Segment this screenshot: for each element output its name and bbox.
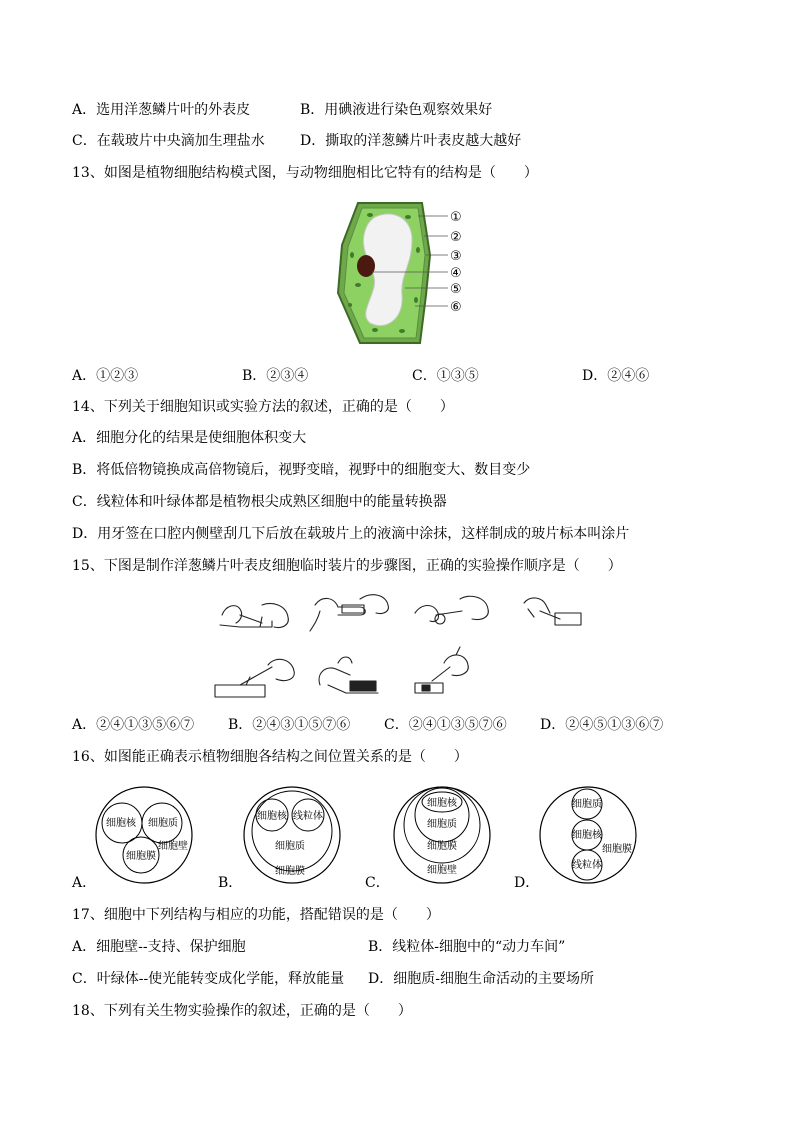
q13-option-a: A．①②③ (72, 368, 139, 384)
q13-stem: 13、如图是植物细胞结构模式图，与动物细胞相比它特有的结构是（ ） (72, 165, 538, 181)
label-6: ⑥ (450, 300, 462, 315)
q14-stem: 14、下列关于细胞知识或实验方法的叙述，正确的是（ ） (72, 399, 454, 415)
q18-stem: 18、下列有关生物实验操作的叙述，正确的是（ ） (72, 1003, 412, 1019)
q17-option-b: B．线粒体-细胞中的“动力车间” (368, 939, 566, 955)
q13-option-d: D．②④⑥ (582, 368, 650, 384)
q12-option-c: C．在载玻片中央滴加生理盐水 (72, 133, 265, 149)
q16-option-d: D． (514, 875, 540, 891)
q12-option-b: B．用碘液进行染色观察效果好 (300, 102, 493, 118)
diagB-nucleus: 细胞核 (257, 811, 287, 822)
diagram-b (242, 785, 342, 885)
diagD-membrane: 细胞膜 (602, 844, 632, 855)
slide-preparation-steps (210, 585, 590, 710)
q15-option-b: B．②④③①⑤⑦⑥ (228, 717, 351, 733)
q15-option-a: A．②④①③⑤⑥⑦ (72, 717, 195, 733)
q17-stem: 17、细胞中下列结构与相应的功能，搭配错误的是（ ） (72, 907, 440, 923)
diagram-c (392, 785, 492, 885)
nucleus (357, 255, 375, 277)
diagD-cytoplasm: 细胞质 (572, 799, 602, 810)
q13-option-b: B．②③④ (242, 368, 309, 384)
diagram-d (538, 785, 638, 885)
q14-option-a: A．细胞分化的结果是使细胞体积变大 (72, 430, 307, 446)
diagC-wall: 细胞壁 (427, 865, 457, 876)
step-6-sketch (319, 657, 378, 693)
plant-cell-diagram (330, 195, 480, 355)
diagB-mitochondria: 线粒体 (293, 811, 323, 822)
diagA-nucleus: 细胞核 (106, 818, 136, 829)
q12-option-d: D．撕取的洋葱鳞片叶表皮越大越好 (300, 133, 522, 149)
step-5-sketch (215, 659, 294, 697)
diagC-cytoplasm: 细胞质 (427, 819, 457, 830)
step-7-sketch (415, 647, 468, 693)
diagC-nucleus: 细胞核 (427, 798, 457, 809)
diagA-wall: 细胞壁 (158, 841, 188, 852)
diagD-nucleus: 细胞核 (572, 830, 602, 841)
diagram-a (94, 785, 194, 885)
diagA-cytoplasm: 细胞质 (148, 818, 178, 829)
diagB-membrane: 细胞膜 (275, 866, 305, 877)
q16-option-c: C． (365, 875, 390, 891)
label-5: ⑤ (450, 282, 462, 297)
label-1: ① (450, 210, 462, 225)
step-4-sketch (524, 598, 581, 625)
q13-option-c: C．①③⑤ (412, 368, 479, 384)
q17-option-c: C．叶绿体--使光能转变成化学能，释放能量 (72, 971, 345, 987)
q16-option-a: A． (72, 875, 97, 891)
q15-stem: 15、下图是制作洋葱鳞片叶表皮细胞临时装片的步骤图，正确的实验操作顺序是（ ） (72, 558, 622, 574)
q14-option-d: D．用牙签在口腔内侧壁刮几下后放在载玻片上的液滴中涂抹，这样制成的玻片标本叫涂片 (72, 526, 630, 542)
q14-option-c: C．线粒体和叶绿体都是植物根尖成熟区细胞中的能量转换器 (72, 494, 447, 510)
q16-stem: 16、如图能正确表示植物细胞各结构之间位置关系的是（ ） (72, 749, 468, 765)
diagA-membrane: 细胞膜 (126, 851, 156, 862)
label-2: ② (450, 230, 462, 245)
diagD-mitochondria: 线粒体 (572, 860, 602, 871)
q14-option-b: B．将低倍物镜换成高倍物镜后，视野变暗，视野中的细胞变大、数目变少 (72, 462, 531, 478)
label-3: ③ (450, 249, 462, 264)
q16-option-b: B． (218, 875, 243, 891)
diagC-membrane: 细胞膜 (427, 841, 457, 852)
diagB-cytoplasm: 细胞质 (275, 841, 305, 852)
q15-option-c: C．②④①③⑤⑦⑥ (384, 717, 507, 733)
q17-option-a: A．细胞壁--支持、保护细胞 (72, 939, 246, 955)
step-1-sketch (220, 604, 288, 628)
step-2-sketch (310, 595, 388, 631)
step-3-sketch (415, 596, 488, 624)
q15-option-d: D．②④⑤①③⑥⑦ (540, 717, 664, 733)
q12-option-a: A．选用洋葱鳞片叶的外表皮 (72, 102, 251, 118)
q17-option-d: D．细胞质-细胞生命活动的主要场所 (368, 971, 594, 987)
label-4: ④ (450, 266, 462, 281)
